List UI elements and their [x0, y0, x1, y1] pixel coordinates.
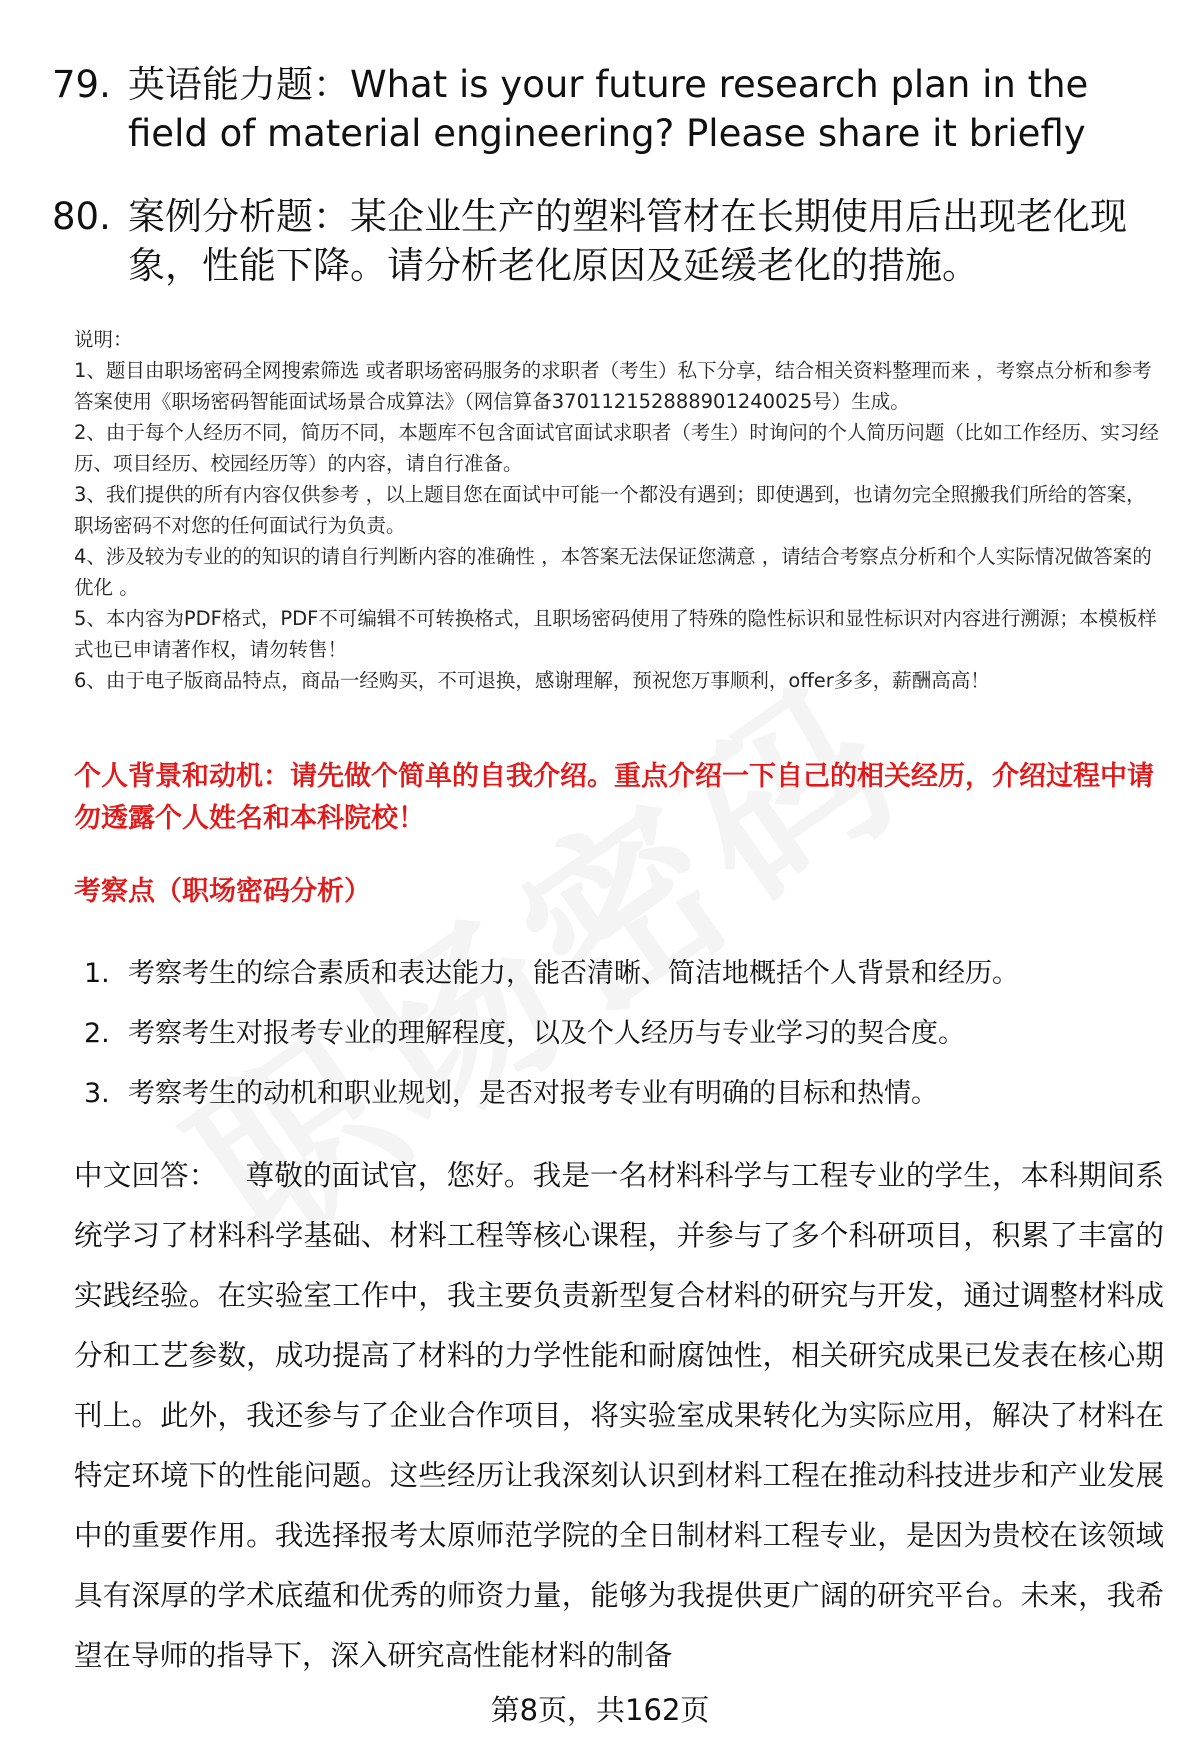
analysis-heading: 考察点（职场密码分析） [74, 876, 371, 907]
question-text: 英语能力题：What is your future research plan in the field of material engineering? Please share it briefly [128, 63, 1089, 155]
note-item: 2、由于每个人经历不同，简历不同，本题库不包含面试官面试求职者（考生）时询问的个人简历问题（比如工作经历、实习经历、项目经历、校园经历等）的内容，请自行准备。 [74, 421, 1159, 475]
point-number: 1. [84, 958, 110, 989]
note-item: 3、我们提供的所有内容仅供参考 ，以上题目您在面试中可能一个都没有遇到；即使遇到，也请勿完全照搬我们所给的答案，职场密码不对您的任何面试行为负责。 [74, 483, 1146, 537]
answer-label: 中文回答： [74, 1159, 218, 1192]
point-text: 考察考生对报考专业的理解程度，以及个人经历与专业学习的契合度。 [128, 1018, 965, 1049]
question-79 [52, 60, 1162, 158]
question-number: 80. [52, 195, 111, 238]
answer-paragraph [74, 1146, 1164, 1686]
point-number: 3. [84, 1078, 110, 1109]
notes-title: 说明： [74, 328, 133, 351]
point-text: 考察考生的动机和职业规划，是否对报考专业有明确的目标和热情。 [128, 1078, 938, 1109]
list-item [84, 1004, 1164, 1064]
question-text: 案例分析题：某企业生产的塑料管材在长期使用后出现老化现象，性能下降。请分析老化原因及延缓老化的措施。 [128, 195, 1127, 287]
list-item [84, 944, 1164, 1004]
question-80 [52, 192, 1162, 290]
point-number: 2. [84, 1018, 110, 1049]
answer-text: 尊敬的面试官，您好。我是一名材料科学与工程专业的学生，本科期间系统学习了材料科学基础、材料工程等核心课程，并参与了多个科研项目，积累了丰富的实践经验。在实验室工作中，我主要负责新型复合材料的研究与开发，通过调整材料成分和工艺参数，成功提高了材料的力学性能和耐腐蚀性，相关研究成果已发表在核心期刊上。此外，我还参与了企业合作项目，将实验室成果转化为实际应用，解决了材料在特定环境下的性能问题。这些经历让我深刻认识到材料工程在推动科技进步和产业发展中的重要作用。我选择报考太原师范学院的全日制材料工程专业，是因为贵校在该领域具有深厚的学术底蕴和优秀的师资力量，能够为我提供更广阔的研究平台。未来，我希望在导师的指导下，深入研究高性能材料的制备 [74, 1159, 1164, 1672]
disclaimer-notes [74, 324, 1164, 696]
note-item: 1、题目由职场密码全网搜索筛选 或者职场密码服务的求职者（考生）私下分享，结合相关资料整理而来 ，考察点分析和参考答案使用《职场密码智能面试场景合成算法》（网信算备370112152888901240025号）生成。 [74, 359, 1152, 413]
background-question: 个人背景和动机：请先做个简单的自我介绍。重点介绍一下自己的相关经历，介绍过程中请勿透露个人姓名和本科院校！ [74, 761, 1154, 834]
note-item: 4、涉及较为专业的的知识的请自行判断内容的准确性 ，本答案无法保证您满意 ，请结合考察点分析和个人实际情况做答案的优化 。 [74, 545, 1152, 599]
analysis-points [84, 944, 1164, 1124]
question-number: 79. [52, 63, 111, 106]
point-text: 考察考生的综合素质和表达能力，能否清晰、简洁地概括个人背景和经历。 [128, 958, 1019, 989]
list-item [84, 1064, 1164, 1124]
page-footer: 第8页，共162页 [490, 1693, 710, 1727]
note-item: 6、由于电子版商品特点，商品一经购买，不可退换，感谢理解，预祝您万事顺利，offer多多，薪酬高高！ [74, 669, 990, 692]
note-item: 5、本内容为PDF格式，PDF不可编辑不可转换格式，且职场密码使用了特殊的隐性标识和显性标识对内容进行溯源；本模板样式也已申请著作权，请勿转售！ [74, 607, 1157, 661]
